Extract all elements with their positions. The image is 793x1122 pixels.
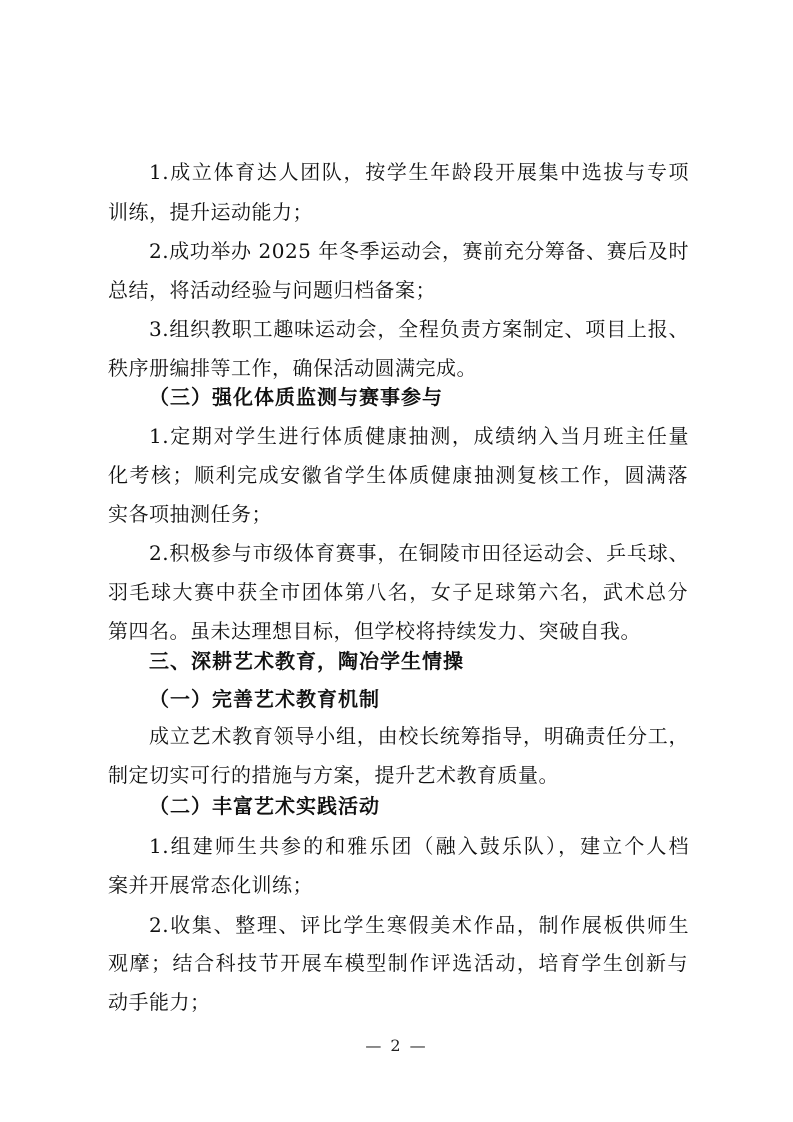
paragraph-line: 成立艺术教育领导小组，由校长统筹指导，明确责任分工， bbox=[149, 724, 689, 748]
section-subheading: （二）丰富艺术实践活动 bbox=[149, 794, 380, 818]
paragraph-line: 制定切实可行的措施与方案，提升艺术教育质量。 bbox=[108, 763, 559, 787]
paragraph-line: 1.定期对学生进行体质健康抽测，成绩纳入当月班主任量 bbox=[149, 424, 689, 448]
paragraph-line: 化考核；顺利完成安徽省学生体质健康抽测复核工作，圆满落 bbox=[108, 463, 688, 487]
paragraph-line: 羽毛球大赛中获全市团体第八名，女子足球第六名，武术总分 bbox=[108, 580, 688, 604]
paragraph-line: 1.成立体育达人团队，按学生年龄段开展集中选拔与专项 bbox=[149, 160, 689, 184]
paragraph-line: 1.组建师生共参的和雅乐团（融入鼓乐队），建立个人档 bbox=[149, 834, 689, 858]
paragraph-line: 秩序册编排等工作，确保活动圆满完成。 bbox=[108, 356, 477, 380]
paragraph-line: 案并开展常态化训练； bbox=[108, 873, 313, 897]
paragraph-line: 训练，提升运动能力； bbox=[108, 200, 313, 224]
paragraph-line: 2.成功举办 2025 年冬季运动会，赛前充分筹备、赛后及时 bbox=[149, 239, 689, 263]
paragraph-line: 第四名。虽未达理想目标，但学校将持续发力、突破自我。 bbox=[108, 619, 641, 643]
paragraph-line: 动手能力； bbox=[108, 990, 211, 1014]
paragraph-line: 观摩；结合科技节开展车模型制作评选活动，培育学生创新与 bbox=[108, 951, 688, 975]
paragraph-line: 实各项抽测任务； bbox=[108, 502, 272, 526]
paragraph-line: 2.收集、整理、评比学生寒假美术作品，制作展板供师生 bbox=[149, 913, 689, 937]
page-number: — 2 — bbox=[365, 1036, 428, 1055]
paragraph-line: 3.组织教职工趣味运动会，全程负责方案制定、项目上报、 bbox=[149, 317, 689, 341]
section-subheading: （三）强化体质监测与赛事参与 bbox=[149, 385, 443, 409]
paragraph-line: 总结，将活动经验与问题归档备案； bbox=[108, 278, 436, 302]
section-heading: 三、深耕艺术教育，陶冶学生情操 bbox=[149, 649, 464, 673]
paragraph-line: 2.积极参与市级体育赛事，在铜陵市田径运动会、乒乓球、 bbox=[149, 541, 689, 565]
section-subheading: （一）完善艺术教育机制 bbox=[149, 687, 380, 711]
